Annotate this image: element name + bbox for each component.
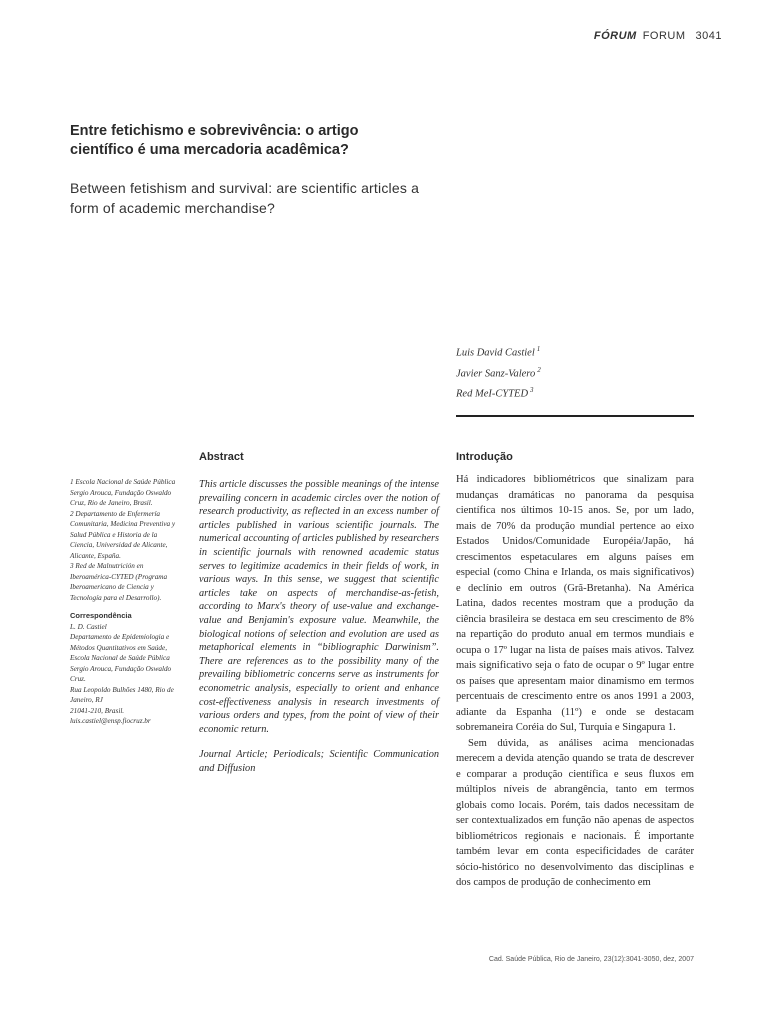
citation-footer: Cad. Saúde Pública, Rio de Janeiro, 23(12):3041-3050, dez, 2007 — [488, 956, 694, 963]
correspondence-line: Departamento de Epidemiologia e Métodos Quantitativos em Saúde, Escola Nacional de Saúde Pública Sergio Arouca, Fundação Oswaldo Cruz. — [70, 633, 172, 683]
author-divider — [456, 415, 694, 417]
intro-paragraph: Há indicadores bibliométricos que sinalizam para mudanças dramáticas no panorama da pesquisa científica nos últimos 10-15 anos. Se, por um lado, mais de 70% da produção mundial pertence ao eixo Estados Unidos/Comunidade Européia/Japão, há crescimentos espetaculares em alguns países em especial (como China e Irlanda, os mais significativos) e declínio em outros (Grã-Bretanha). Na América Latina, dados recentes mostram que a produção da ciência brasileira se destaca em seu crescimento de 8% na repartição do produto anual em termos mundiais e ocupa o 17º lugar na lista de países mais ativos. Talvez mais significativo seja o fato de ocupar o 9º lugar entre os países que apresentam maior dinamismo em termos percentuais de crescimento entre os anos 1991 a 2003, adiante da Espanha (11º) e onde se destacam sobremaneira Coréia do Sul, Turquia e Singapura 1. — [456, 474, 694, 733]
page-number: 3041 — [695, 30, 722, 42]
abstract-text: This article discusses the possible meanings of the intense prevailing concern in academic circles over the notion of research productivity, as reflected in an excess number of articles published in various scientific journals. The numerical accounting of articles published by researchers in scientific journals with renowned academic status serves to legitimize academics in their fields of work, in various ways. In this sense, we suggest that scientific articles take on aspects of merchandise-as-fetish, according to Marx's theory of use-value and exchange-value and Benjamin's exposure value. Meanwhile, the biological notions of selection and evolution are used as metaphorical elements in “bibliographic Darwinism”. There are references as to the possibility many of the prevailing bibliometric concerns serve as instruments for econometric analysis, especially to orient and enhance cost-effectiveness analysis in research investments of various orders and types, from the point of view of their economic return. — [199, 479, 439, 735]
introduction-section — [456, 472, 694, 891]
affiliation: 1 Escola Nacional de Saúde Pública Sergio Arouca, Fundação Oswaldo Cruz, Rio de Janeiro, Brasil. — [70, 478, 176, 507]
abstract-section — [199, 478, 439, 775]
affiliation: 3 Red de Malnutrición en Iberoamérica-CYTED (Programa Iberoamericano de Ciencia y Tecnología para el Desarrollo). — [70, 562, 168, 602]
intro-paragraph: Sem dúvida, as análises acima mencionadas merecem a devida atenção quando se trata de descrever e comparar a produção científica e seus fluxos em múltiplos níveis de abrangência, tanto em termos globais como locais. Porém, tais dados necessitam de ser contextualizados em função não apenas de aspectos bibliométricos regionais e nacionais. É importante também levar em conta especificidades de caráter sócio-histórico no desenvolvimento das disciplinas e dos campos de produção de conhecimento em — [456, 737, 694, 888]
correspondence-line: 21041-210, Brasil. — [70, 706, 125, 715]
correspondence-line: Rua Leopoldo Bulhões 1480, Rio de Janeiro, RJ — [70, 685, 174, 704]
title-english: Between fetishism and survival: are scientific articles a form of academic merchandise? — [70, 180, 420, 216]
author: Javier Sanz-Valero $^2$ — [456, 365, 541, 379]
section-label-bold: FÓRUM — [593, 30, 637, 42]
title-portuguese: Entre fetichismo e sobrevivência: o artigo científico é uma mercadoria acadêmica? — [70, 123, 359, 158]
affiliation: 2 Departamento de Enfermería Comunitaria, Medicina Preventiva y Salud Pública e Historia de la Ciencia, Universidad de Alicante, Alicante, España. — [70, 509, 176, 560]
abstract-heading: Abstract — [199, 451, 244, 463]
author: Red MeI-CYTED $^3$ — [456, 386, 534, 400]
correspondence-line: L. D. Castiel — [70, 622, 107, 631]
section-label: FORUM — [642, 30, 686, 42]
correspondence-email: luis.castiel@ensp.fiocruz.br — [70, 717, 151, 725]
running-header — [594, 30, 722, 42]
author: Luis David Castiel $^1$ — [456, 345, 541, 359]
affiliations-sidebar — [70, 477, 182, 727]
correspondence-heading: Correspondência — [70, 611, 132, 620]
author-list — [456, 341, 541, 403]
abstract-keywords: Journal Article; Periodicals; Scientific Communication and Diffusion — [199, 749, 439, 774]
introduction-heading: Introdução — [456, 451, 513, 463]
